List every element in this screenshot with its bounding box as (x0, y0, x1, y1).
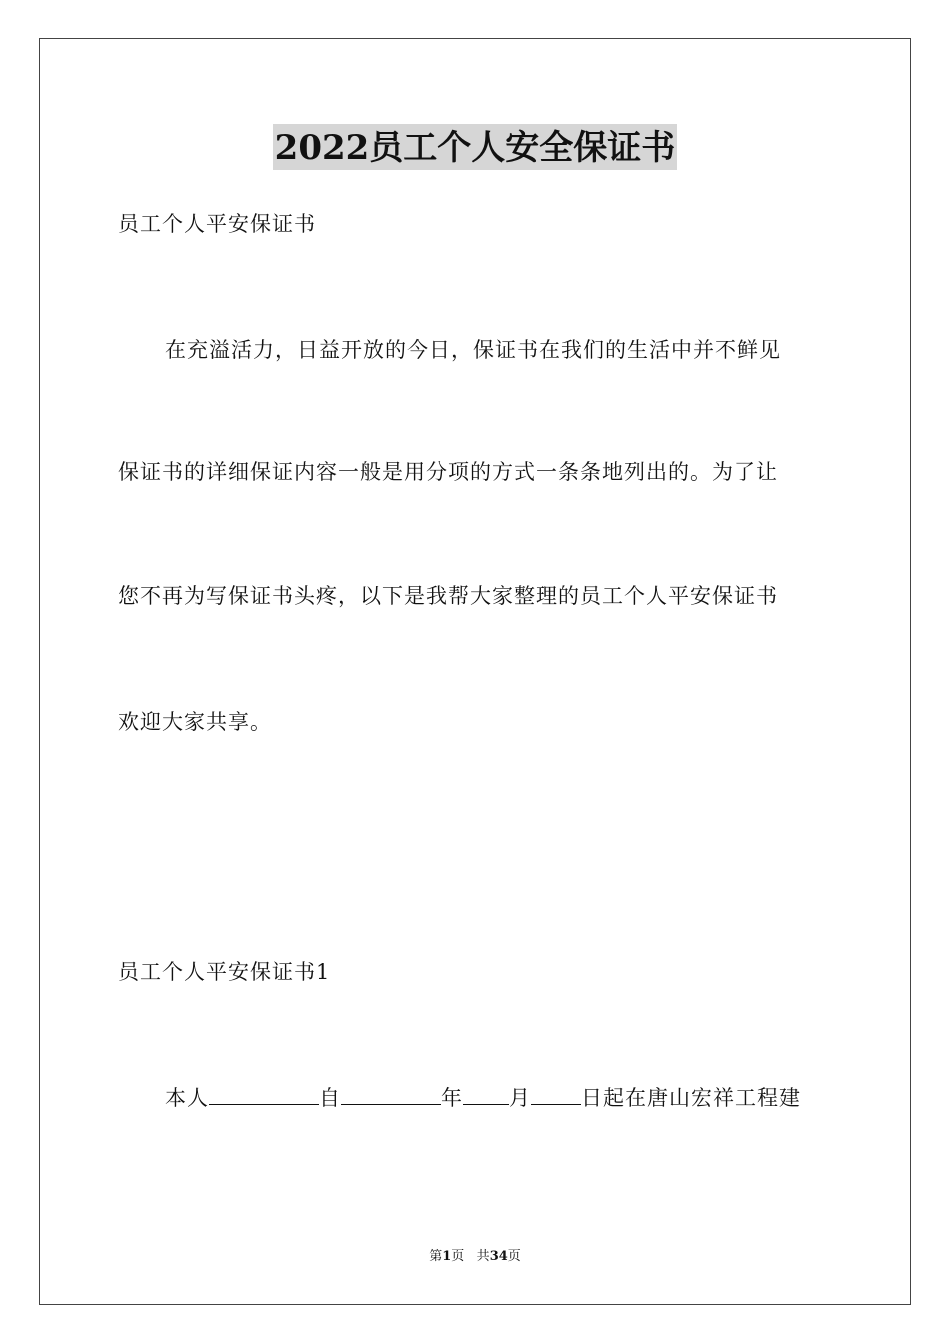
footer-total-suffix: 页 (507, 1249, 521, 1264)
intro-line-1: 在充溢活力，日益开放的今日，保证书在我们的生活中并不鲜见 (165, 338, 781, 362)
intro-line-2: 保证书的详细保证内容一般是用分项的方式一条条地列出的。为了让 (118, 460, 778, 484)
footer-page-number: 1 (442, 1249, 452, 1264)
section-heading: 员工个人平安保证书1 (118, 960, 331, 984)
form-line (165, 1082, 801, 1112)
name-blank (209, 1082, 319, 1105)
footer-page-prefix: 第 (429, 1249, 443, 1264)
document-heading: 员工个人平安保证书 (118, 212, 316, 236)
form-text-month: 月 (509, 1086, 531, 1110)
document-title: 2022员工个人安全保证书 (273, 124, 678, 170)
form-text-self: 本人 (165, 1086, 209, 1110)
footer-total-pages: 34 (489, 1249, 508, 1264)
year-blank (341, 1082, 441, 1105)
footer-page-suffix: 页 (451, 1249, 465, 1264)
footer-total-prefix: 共 (476, 1249, 490, 1264)
form-text-from: 自 (319, 1086, 341, 1110)
day-blank (531, 1082, 581, 1105)
form-text-year: 年 (441, 1086, 463, 1110)
intro-line-4: 欢迎大家共享。 (118, 710, 272, 734)
page-footer (0, 1248, 950, 1266)
intro-line-3: 您不再为写保证书头疼，以下是我帮大家整理的员工个人平安保证书 (118, 584, 778, 608)
month-blank (463, 1082, 509, 1105)
document-title-wrap (0, 124, 950, 170)
form-text-rest: 日起在唐山宏祥工程建 (581, 1086, 801, 1110)
